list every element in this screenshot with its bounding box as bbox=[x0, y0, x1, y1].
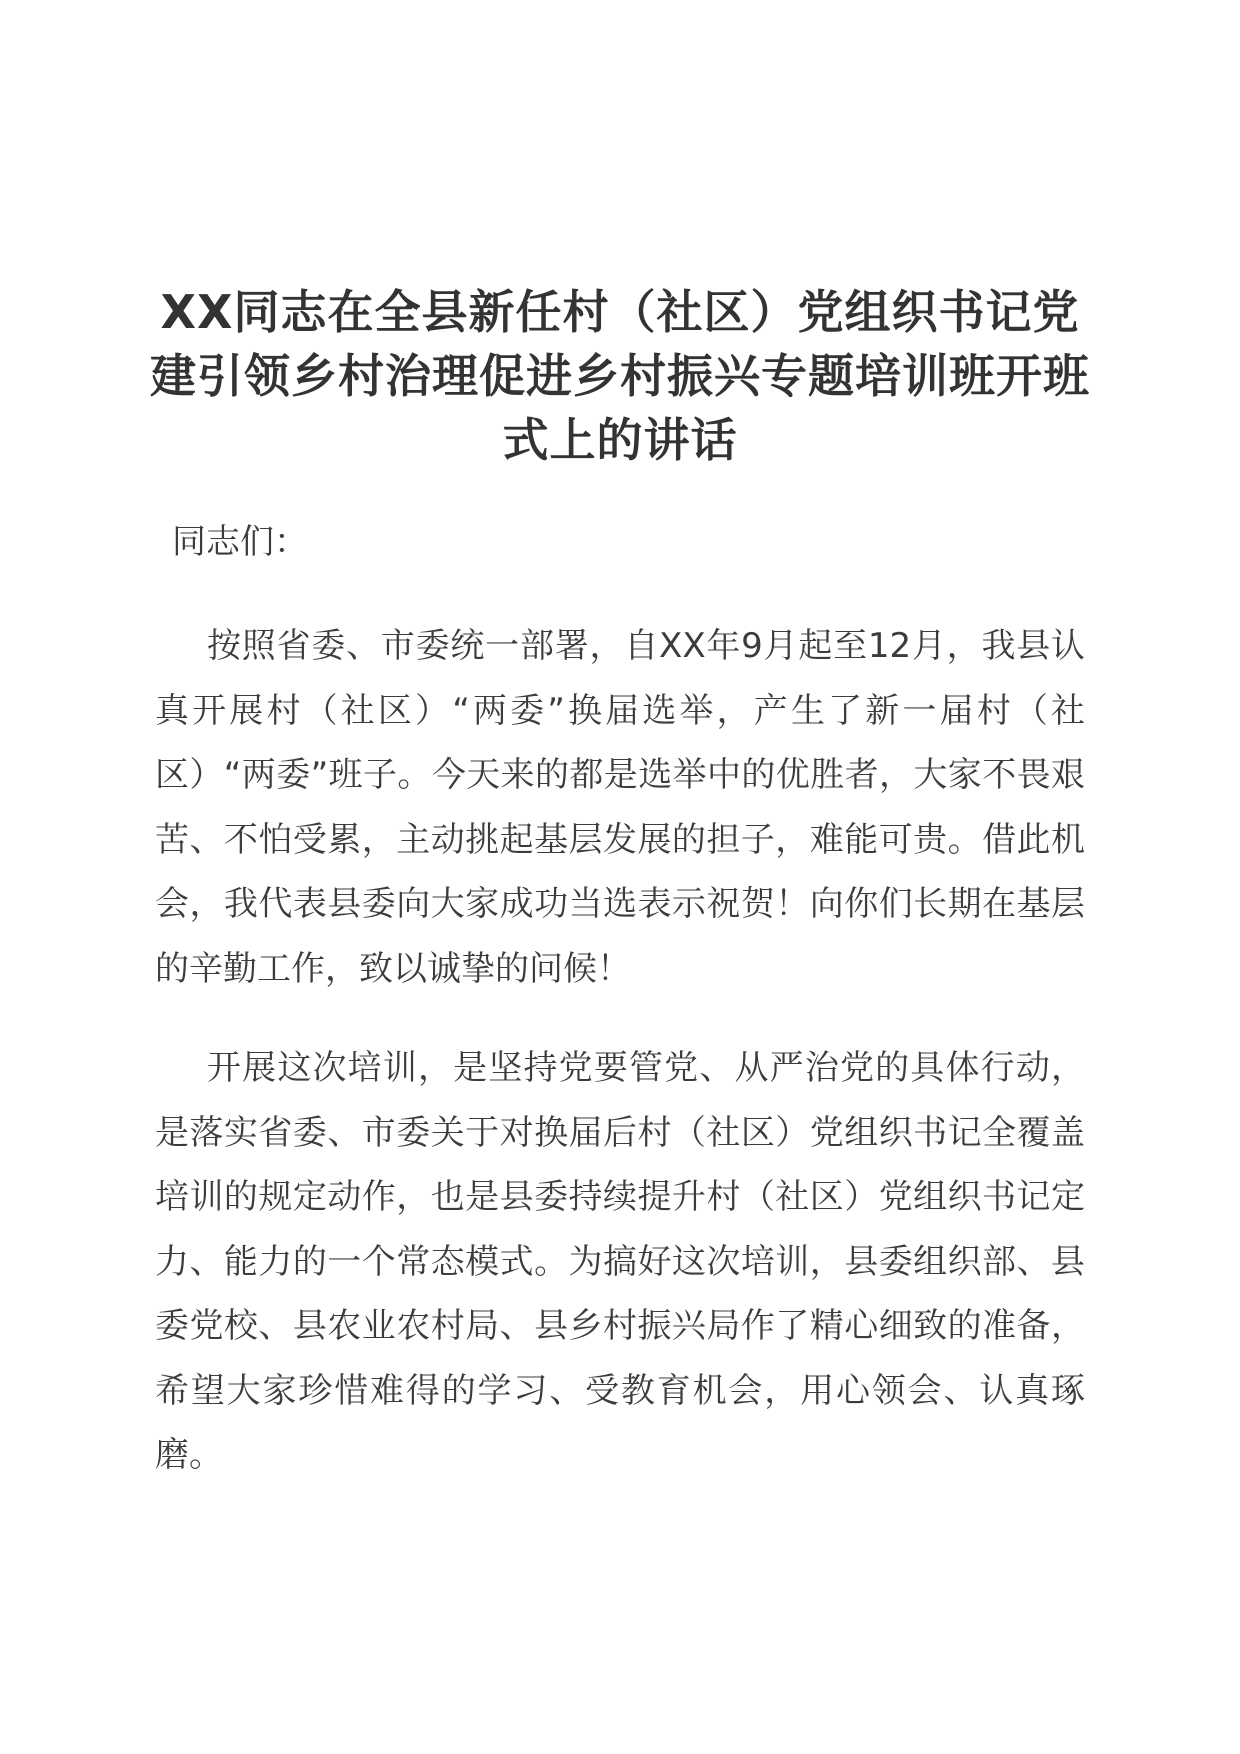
body-paragraph-1: 按照省委、市委统一部署，自XX年9月起至12月，我县认真开展村（社区）“两委”换届选举，产生了新一届村（社区）“两委”班子。今天来的都是选举中的优胜者，大家不畏艰苦、不怕受累，主动挑起基层发展的担子，难能可贵。借此机会，我代表县委向大家成功当选表示祝贺！向你们长期在基层的辛勤工作，致以诚挚的问候！ bbox=[155, 626, 1085, 989]
salutation: 同志们： bbox=[172, 522, 308, 562]
body-paragraph-2: 开展这次培训，是坚持党要管党、从严治党的具体行动，是落实省委、市委关于对换届后村（社区）党组织书记全覆盖培训的规定动作，也是县委持续提升村（社区）党组织书记定力、能力的一个常态模式。为搞好这次培训，县委组织部、县委党校、县农业农村局、县乡村振兴局作了精心细致的准备，希望大家珍惜难得的学习、受教育机会，用心领会、认真琢磨。 bbox=[155, 1048, 1085, 1475]
document-title: XX同志在全县新任村（社区）党组织书记党建引领乡村治理促进乡村振兴专题培训班开班式上的讲话 bbox=[150, 285, 1090, 467]
